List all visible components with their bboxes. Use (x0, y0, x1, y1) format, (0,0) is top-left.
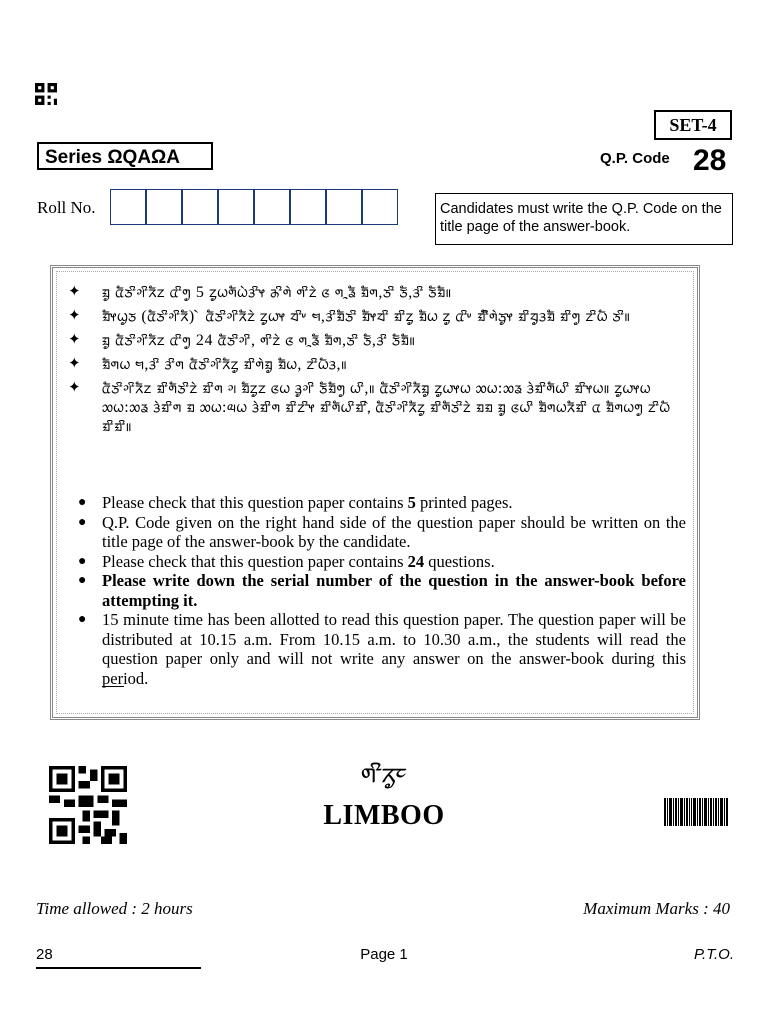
english-instruction: ● 15 minute time has been allotted to read this question paper. The question paper will be distributed at 10.15 a.m. From 10.15 a.m. to 10.30 a.m., the students will read the question paper only and will not write any answer on the answer-book during this period. (78, 610, 686, 688)
english-instruction: ● Please check that this question paper contains 24 questions. (78, 551, 495, 571)
please-turn-over: P.T.O. (693, 946, 734, 963)
roll-number-box (182, 189, 218, 225)
bullet-icon: ● (78, 553, 87, 569)
limbu-instruction: ✦ ᤀᤠᤛᤐ ᤗ,ᤋᤡ ᤋᤡᤛ ᤂᤠᤍᤡᤆᤡᤖᤠᤁᤢ ᤀᤡᤛᤧᤀᤢ ᤀᤠᤐ, ᤁᤡᤐᤠᤋ,॥ (68, 356, 348, 373)
roll-number-box (254, 189, 290, 225)
star-bullet-icon: ✦ (68, 308, 81, 324)
maximum-marks: Maximum Marks : 40 (583, 899, 730, 918)
roll-number-box (290, 189, 326, 225)
roll-number-label: Roll No. (37, 198, 96, 217)
bullet-icon: ● (78, 573, 87, 588)
star-bullet-icon: ✦ (68, 284, 81, 300)
set-label: SET-4 (654, 110, 732, 140)
small-qr-code (35, 83, 57, 105)
qp-code-label: Q.P. Code (600, 150, 670, 167)
barcode (664, 798, 728, 826)
english-instructions (78, 493, 686, 688)
subject-name: LIMBOO (323, 800, 445, 831)
roll-number-box (146, 189, 182, 225)
subject-limbu-name: ᤛᤡᤖᤢᤰ (361, 758, 407, 789)
roll-number-box (218, 189, 254, 225)
star-bullet-icon: ✦ (68, 332, 81, 348)
series-label: Series ΩQAΩA (37, 142, 213, 170)
star-bullet-icon: ✦ (68, 356, 81, 372)
roll-number-box (110, 189, 146, 225)
limbu-instruction: ✦ ᤂᤠᤍᤡᤆᤡᤖᤠᤁ ᤀᤡᤛᤠᤍᤡᤁᤧ ᤀᤡᤛ ᤆ ᤀᤠᤁᤢᤁ ᤜᤐ ᤋᤢᤆᤡ ᤍᤠᤀᤠᤛᤢ ᤐᤡ,॥ ᤂᤠᤍᤡᤆᤡᤖᤠᤀᤢ ᤁᤢᤐᤶᤐ ᤑᤐ:ᤑᤕ ᤋᤧᤀᤡᤛᤠᤐᤡ ᤀᤡᤶᤐ॥ ᤁᤢᤐᤶᤐ ᤑᤐ:ᤑᤕ ᤋᤧᤀᤡᤛ ᤀ ᤑᤐ:ᤓᤐ ᤋᤧᤀᤡᤛ ᤀᤡᤁᤡᤶ ᤀᤡᤛᤠᤐᤡᤀᤡ,ᤧ ᤂᤠᤍᤡᤆᤡᤖᤠᤁᤢ ᤀᤡᤛᤠᤍᤡᤁᤧ ᤀᤀ ᤀᤢ ᤜᤐᤡ ᤀᤠᤛᤐᤖᤠᤀᤡ ᤂ ᤀᤠᤛᤐᤛᤢ ᤁᤡᤐᤠ ᤀᤡᤀᤡ॥ (68, 380, 671, 435)
footer-rule (36, 967, 201, 969)
roll-number-box (326, 189, 362, 225)
limbu-instruction: ✦ ᤀᤢ ᤂᤠᤍᤡᤆᤡᤖᤠᤁ ᤂᤡᤛᤢ 24 ᤂᤠᤍᤡᤆᤡ, ᤛᤡᤁᤧ ᤜ ᤛᤳᤕᤠ ᤀᤠᤛ,ᤍᤡ ᤍᤠ,ᤋᤡ ᤍᤠᤀᤠ॥ (68, 332, 416, 349)
footer-code: 28 (36, 946, 53, 963)
bullet-icon: ● (78, 514, 87, 530)
star-bullet-icon: ✦ (68, 380, 81, 396)
page-number: Page 1 (360, 946, 408, 963)
limbu-instruction: ✦ ᤀᤢ ᤂᤠᤍᤡᤆᤡᤖᤠᤁ ᤂᤡᤛᤢ 5 ᤁᤢᤐᤛᤠᤐᤧᤋᤡᤶ ᤌᤡᤛᤧ ᤛᤡᤁᤧ ᤜ ᤛᤳᤕᤠ ᤀᤠᤛ,ᤍᤡ ᤍᤠ,ᤋᤡ ᤍᤠᤀᤠ॥ (68, 284, 452, 301)
candidate-note: Candidates must write the Q.P. Code on the title page of the answer-book. (435, 193, 733, 245)
qp-code-value: 28 (693, 144, 727, 177)
roll-number-box (362, 189, 398, 225)
english-instruction: ● Q.P. Code given on the right hand side of the question paper should be written on the title page of the answer-book by the candidate. (78, 512, 686, 551)
english-instruction: ● Please write down the serial number of the question in the answer-book before attempting it. (78, 571, 686, 610)
time-allowed: Time allowed : 2 hours (36, 899, 193, 918)
roll-number-boxes (110, 189, 398, 225)
bullet-icon: ● (78, 612, 87, 627)
end-dash (102, 686, 124, 687)
limbu-instruction: ✦ ᤀᤠᤶᤐᤢᤍ (ᤂᤠᤍᤡᤆᤡᤖᤠ) ᤧ ᤂᤠᤍᤡᤆᤡᤖᤠᤁᤧ ᤁᤢᤐᤶ ᤔᤡᤸ ᤗ,ᤋᤡᤀᤠᤍᤡ ᤀᤠᤶᤔᤡ ᤀᤡᤁᤢ ᤀᤠᤐ ᤁᤢ ᤂᤡᤸ ᤀᤡᤠᤛᤧᤍᤢᤶ ᤀᤡᤔᤢᤋᤀᤠ ᤀᤡᤛᤢ ᤁᤡᤐᤠ ᤍᤡ॥ (68, 308, 631, 325)
limbu-instructions (68, 283, 688, 441)
english-instruction: ● Please check that this question paper contains 5 printed pages. (78, 493, 513, 512)
bullet-icon: ● (78, 495, 87, 510)
